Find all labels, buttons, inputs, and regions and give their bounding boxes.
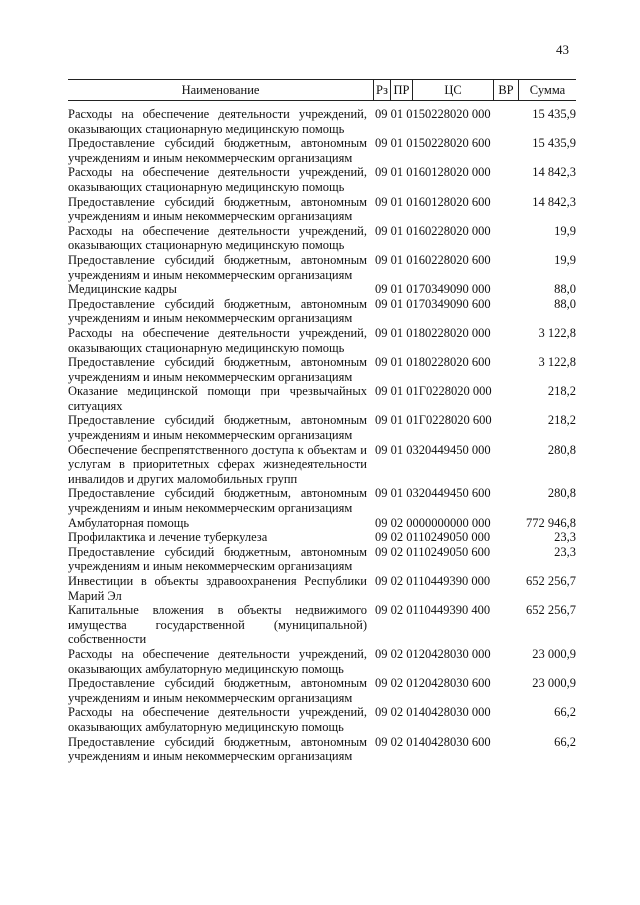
- row-rz: 09: [375, 325, 388, 340]
- row-name: Капитальные вложения в объекты недвижимого имущества государственной (муниципальной) собственности: [68, 603, 367, 647]
- row-vr: 600: [471, 544, 491, 559]
- row-sum: 66,2: [554, 705, 576, 720]
- row-sum: 23 000,9: [532, 676, 576, 691]
- row-cs: 0160228020: [406, 252, 469, 267]
- row-vr: 600: [471, 734, 491, 749]
- row-sum: 772 946,8: [526, 515, 576, 530]
- row-pr: 02: [390, 734, 404, 749]
- table-row: [68, 574, 576, 603]
- row-codes: [373, 326, 503, 355]
- table-row: [68, 676, 576, 705]
- row-vr: 000: [471, 574, 491, 588]
- row-name: Амбулаторная помощь: [68, 515, 190, 530]
- row-cs: 0160228020: [406, 223, 469, 238]
- row-pr: 01: [390, 107, 404, 121]
- row-cs: 0170349090: [406, 282, 469, 297]
- row-sum: 280,8: [547, 442, 576, 457]
- row-vr: 600: [471, 194, 491, 209]
- row-sum: 88,0: [554, 282, 576, 297]
- row-pr: 01: [390, 165, 404, 180]
- row-vr: 400: [471, 603, 491, 618]
- row-name: Профилактика и лечение туберкулеза: [68, 530, 268, 545]
- row-rz: 09: [375, 136, 388, 151]
- table-body: [68, 101, 576, 764]
- row-name: Расходы на обеспечение деятельности учреждений, оказывающих амбулаторную медицинскую помощь: [68, 646, 367, 676]
- row-sum: 23 000,9: [532, 646, 576, 661]
- row-codes: [373, 443, 503, 487]
- row-pr: 01: [390, 442, 404, 457]
- row-cs: 0120428030: [406, 646, 469, 661]
- row-name: Предоставление субсидий бюджетным, автономным учреждениям и иным некоммерческим организациям: [68, 676, 367, 705]
- row-codes: [373, 165, 503, 194]
- row-name: Медицинские кадры: [68, 282, 177, 297]
- row-rz: 09: [375, 603, 388, 618]
- table-row: [68, 253, 576, 282]
- row-rz: 09: [375, 486, 388, 501]
- table-row: [68, 603, 576, 647]
- row-pr: 01: [390, 486, 404, 501]
- row-sum: 19,9: [554, 252, 576, 267]
- row-codes: [373, 516, 503, 531]
- row-rz: 09: [375, 165, 388, 180]
- row-codes: [373, 530, 503, 545]
- row-codes: [373, 603, 503, 647]
- row-vr: 600: [471, 296, 491, 311]
- row-cs: 0160128020: [406, 194, 469, 209]
- row-sum: 218,2: [547, 413, 576, 428]
- row-rz: 09: [375, 734, 388, 749]
- row-name: Предоставление субсидий бюджетным, автономным учреждениям и иным некоммерческим организациям: [68, 486, 367, 516]
- row-sum: 23,3: [554, 544, 576, 559]
- row-name: Расходы на обеспечение деятельности учреждений, оказывающих стационарную медицинскую помощь: [68, 165, 367, 194]
- row-sum: 66,2: [554, 734, 576, 749]
- row-codes: [373, 384, 503, 413]
- row-vr: 000: [471, 282, 491, 297]
- row-name: Расходы на обеспечение деятельности учреждений, оказывающих амбулаторную медицинскую помощь: [68, 705, 367, 734]
- row-cs: 0150228020: [406, 136, 469, 151]
- row-rz: 09: [375, 413, 388, 428]
- row-name: Расходы на обеспечение деятельности учреждений, оказывающих стационарную медицинскую помощь: [68, 325, 367, 355]
- row-name: Оказание медицинской помощи при чрезвычайных ситуациях: [68, 384, 367, 413]
- table-row: [68, 195, 576, 224]
- row-pr: 01: [390, 413, 404, 428]
- row-codes: [373, 647, 503, 676]
- row-codes: [373, 413, 503, 442]
- row-vr: 600: [471, 252, 491, 267]
- row-pr: 01: [390, 325, 404, 340]
- row-vr: 000: [471, 165, 491, 180]
- row-codes: [373, 224, 503, 253]
- row-vr: 600: [471, 486, 491, 501]
- row-cs: 0170349090: [406, 296, 469, 311]
- row-pr: 01: [390, 136, 404, 151]
- row-name: Обеспечение беспрепятственного доступа к объектам и услугам в приоритетных сферах жизнедеятельности инвалидов и других маломобильных групп: [68, 442, 367, 486]
- row-sum: 280,8: [547, 486, 576, 501]
- row-rz: 09: [375, 530, 388, 545]
- row-codes: [373, 195, 503, 224]
- header-cs: ЦС: [412, 80, 493, 100]
- row-cs: 0000000000: [406, 515, 469, 530]
- row-pr: 02: [390, 646, 404, 661]
- table-row: [68, 516, 576, 531]
- row-vr: 000: [471, 646, 491, 661]
- row-vr: 000: [471, 705, 491, 720]
- row-rz: 09: [375, 282, 388, 297]
- row-rz: 09: [375, 544, 388, 559]
- row-codes: [373, 253, 503, 282]
- row-sum: 218,2: [547, 384, 576, 399]
- row-sum: 15 435,9: [532, 136, 576, 151]
- row-sum: 652 256,7: [526, 574, 576, 588]
- row-name: Предоставление субсидий бюджетным, автономным учреждениям и иным некоммерческим организациям: [68, 296, 367, 326]
- row-codes: [373, 136, 503, 165]
- row-sum: 19,9: [554, 223, 576, 238]
- table-row: [68, 413, 576, 442]
- row-sum: 15 435,9: [532, 107, 576, 121]
- row-cs: 0160128020: [406, 165, 469, 180]
- header-rz: Рз: [373, 80, 390, 100]
- table-row: [68, 136, 576, 165]
- row-name: Предоставление субсидий бюджетным, автономным учреждениям и иным некоммерческим организациям: [68, 544, 367, 574]
- header-sum: Сумма: [518, 80, 576, 100]
- row-codes: [373, 107, 503, 136]
- row-rz: 09: [375, 296, 388, 311]
- table-row: [68, 735, 576, 764]
- page-number: 43: [556, 42, 569, 57]
- row-vr: 000: [471, 530, 491, 545]
- row-pr: 02: [390, 530, 404, 545]
- table-header: [68, 79, 576, 101]
- row-sum: 88,0: [554, 296, 576, 311]
- row-pr: 01: [390, 194, 404, 209]
- row-vr: 600: [471, 676, 491, 691]
- row-cs: 0120428030: [406, 676, 469, 691]
- row-name: Предоставление субсидий бюджетным, автономным учреждениям и иным некоммерческим организациям: [68, 413, 367, 443]
- row-pr: 01: [390, 384, 404, 399]
- row-cs: 0180228020: [406, 355, 469, 370]
- row-codes: [373, 676, 503, 705]
- row-rz: 09: [375, 442, 388, 457]
- row-cs: 01Г0228020: [406, 413, 470, 428]
- table-row: [68, 107, 576, 136]
- row-pr: 01: [390, 223, 404, 238]
- row-pr: 02: [390, 515, 404, 530]
- header-name: Наименование: [181, 83, 260, 97]
- row-rz: 09: [375, 705, 388, 720]
- row-pr: 02: [390, 705, 404, 720]
- row-codes: [373, 574, 503, 603]
- row-rz: 09: [375, 107, 388, 121]
- row-name: Инвестиции в объекты здравоохранения Республики Марий Эл: [68, 574, 367, 603]
- table-row: [68, 530, 576, 545]
- row-codes: [373, 545, 503, 574]
- header-vr: ВР: [493, 80, 518, 100]
- row-cs: 0150228020: [406, 107, 469, 121]
- row-rz: 09: [375, 355, 388, 370]
- row-codes: [373, 355, 503, 384]
- row-vr: 000: [472, 384, 492, 399]
- row-cs: 0110449390: [406, 603, 469, 618]
- row-cs: 0110249050: [406, 530, 469, 545]
- row-rz: 09: [375, 574, 388, 588]
- row-cs: 0140428030: [406, 734, 469, 749]
- row-rz: 09: [375, 676, 388, 691]
- row-codes: [373, 486, 503, 515]
- row-vr: 000: [471, 107, 491, 121]
- row-rz: 09: [375, 194, 388, 209]
- row-codes: [373, 282, 503, 297]
- row-pr: 01: [390, 296, 404, 311]
- table-row: [68, 384, 576, 413]
- row-pr: 01: [390, 282, 404, 297]
- table-row: [68, 165, 576, 194]
- row-name: Предоставление субсидий бюджетным, автономным учреждениям и иным некоммерческим организациям: [68, 252, 367, 282]
- row-pr: 02: [390, 544, 404, 559]
- row-name: Расходы на обеспечение деятельности учреждений, оказывающих стационарную медицинскую помощь: [68, 107, 367, 136]
- table-row: [68, 224, 576, 253]
- row-rz: 09: [375, 515, 388, 530]
- row-pr: 02: [390, 603, 404, 618]
- row-name: Расходы на обеспечение деятельности учреждений, оказывающих стационарную медицинскую помощь: [68, 223, 367, 253]
- row-vr: 000: [471, 325, 491, 340]
- row-vr: 600: [471, 136, 491, 151]
- row-vr: 000: [471, 223, 491, 238]
- row-cs: 0180228020: [406, 325, 469, 340]
- row-vr: 600: [471, 355, 491, 370]
- row-sum: 652 256,7: [526, 603, 576, 618]
- row-vr: 000: [471, 442, 491, 457]
- table-row: [68, 647, 576, 676]
- row-pr: 02: [390, 676, 404, 691]
- row-cs: 0140428030: [406, 705, 469, 720]
- row-sum: 3 122,8: [538, 355, 576, 370]
- budget-table: [68, 79, 576, 764]
- header-pr: ПР: [390, 80, 412, 100]
- row-codes: [373, 297, 503, 326]
- row-cs: 0320449450: [406, 486, 469, 501]
- table-row: [68, 486, 576, 515]
- row-name: Предоставление субсидий бюджетным, автономным учреждениям и иным некоммерческим организациям: [68, 734, 367, 764]
- row-cs: 01Г0228020: [406, 384, 470, 399]
- table-row: [68, 443, 576, 487]
- table-row: [68, 282, 576, 297]
- table-row: [68, 297, 576, 326]
- row-sum: 3 122,8: [538, 325, 576, 340]
- row-cs: 0110449390: [406, 574, 469, 588]
- row-vr: 600: [472, 413, 492, 428]
- table-row: [68, 355, 576, 384]
- row-name: Предоставление субсидий бюджетным, автономным учреждениям и иным некоммерческим организациям: [68, 194, 367, 224]
- row-pr: 01: [390, 355, 404, 370]
- table-row: [68, 326, 576, 355]
- row-rz: 09: [375, 646, 388, 661]
- row-rz: 09: [375, 252, 388, 267]
- row-codes: [373, 735, 503, 764]
- row-vr: 000: [471, 515, 491, 530]
- row-pr: 01: [390, 252, 404, 267]
- row-cs: 0320449450: [406, 442, 469, 457]
- row-codes: [373, 705, 503, 734]
- row-name: Предоставление субсидий бюджетным, автономным учреждениям и иным некоммерческим организациям: [68, 355, 367, 384]
- table-row: [68, 545, 576, 574]
- table-row: [68, 705, 576, 734]
- row-sum: 23,3: [554, 530, 576, 545]
- row-sum: 14 842,3: [532, 165, 576, 180]
- row-rz: 09: [375, 384, 388, 399]
- row-pr: 02: [390, 574, 404, 588]
- row-cs: 0110249050: [406, 544, 469, 559]
- row-name: Предоставление субсидий бюджетным, автономным учреждениям и иным некоммерческим организациям: [68, 136, 367, 165]
- row-sum: 14 842,3: [532, 194, 576, 209]
- row-rz: 09: [375, 223, 388, 238]
